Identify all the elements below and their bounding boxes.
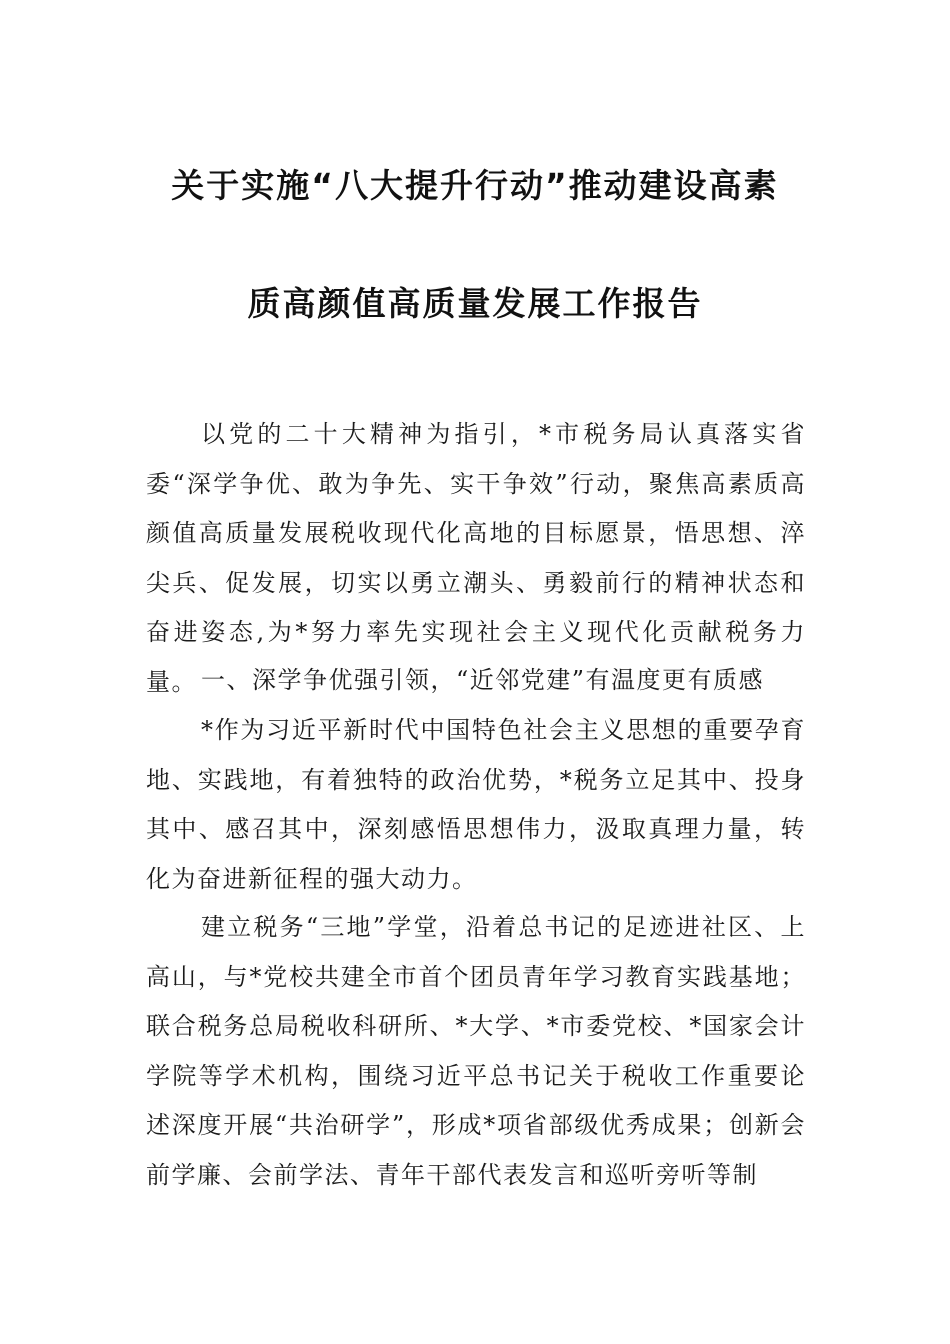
section-heading-1: 一、深学争优强引领，“近邻党建”有温度更有质感 [201,666,765,694]
body-paragraph-2: *作为习近平新时代中国特色社会主义思想的重要孕育地、实践地，有着独特的政治优势，*税务立足其中、投身其中、感召其中，深刻感悟思想伟力，汲取真理力量，转化为奋进新征程的强大动力。 [146,716,806,893]
document-title-line-2: 质高颜值高质量发展工作报告 [247,284,703,323]
document-title-line-1: 关于实施“八大提升行动”推动建设高素 [171,166,779,205]
body-paragraph-3: 建立税务“三地”学堂，沿着总书记的足迹进社区、上高山，与*党校共建全市首个团员青年学习教育实践基地；联合税务总局税收科研所、*大学、*市委党校、*国家会计学院等学术机构，围绕习近平总书记关于税收工作重要论述深度开展“共治研学”，形成*项省部级优秀成果；创新会前学廉、会前学法、青年干部代表发言和巡听旁听等制 [146,913,806,1189]
intro-paragraph: 以党的二十大精神为指引，*市税务局认真落实省委“深学争优、敢为争先、实干争效”行动，聚焦高素质高颜值高质量发展税收现代化高地的目标愿景，悟思想、淬尖兵、促发展，切实以勇立潮头、勇毅前行的精神状态和奋进姿态,为*努力率先实现社会主义现代化贡献税务力量。 [146,420,806,696]
